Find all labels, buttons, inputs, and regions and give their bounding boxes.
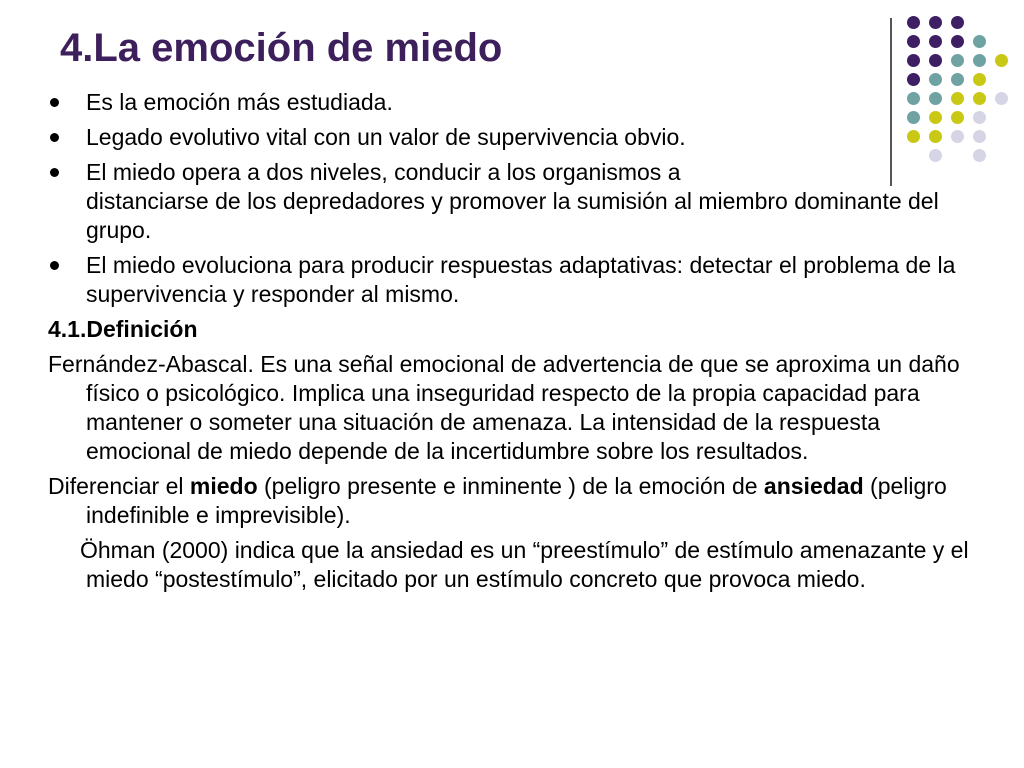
bullet-text: El miedo evoluciona para producir respuestas adaptativas: detectar el problema de la supervivencia y responder al mismo. <box>86 252 956 307</box>
bullet-dot-icon <box>50 133 59 142</box>
slide-title: 4.La emoción de miedo <box>60 26 503 70</box>
difference-paragraph <box>48 472 978 530</box>
ohman-paragraph: Öhman (2000) indica que la ansiedad es un “preestímulo” de estímulo amenazante y el miedo “postestímulo”, elicitado por un estímulo concreto que provoca miedo. <box>80 537 969 592</box>
decor-dot <box>995 54 1008 67</box>
decor-dot <box>907 35 920 48</box>
term-ansiedad: ansiedad <box>763 473 864 499</box>
decor-dot <box>929 54 942 67</box>
bullet-dot-icon <box>50 261 59 270</box>
decor-dot <box>973 35 986 48</box>
decor-dot <box>929 35 942 48</box>
decor-dot <box>951 35 964 48</box>
bullet-text: Legado evolutivo vital con un valor de supervivencia obvio. <box>86 124 686 150</box>
section-heading: 4.1.Definición <box>48 316 198 342</box>
decor-dot <box>973 73 986 86</box>
diff-suffix: (peligro indefinible e imprevisible). <box>86 473 947 528</box>
decor-dot <box>973 54 986 67</box>
decor-dot <box>951 16 964 29</box>
bullet-text: Es la emoción más estudiada. <box>86 89 393 115</box>
diff-middle: (peligro presente e inminente ) de la emoción de <box>257 473 764 499</box>
bullet-dot-icon <box>50 98 59 107</box>
decor-dot <box>907 54 920 67</box>
decor-dot <box>951 73 964 86</box>
bullet-item <box>48 88 978 117</box>
bullet-list <box>48 88 978 309</box>
decor-dot <box>907 16 920 29</box>
term-miedo: miedo <box>189 473 258 499</box>
diff-prefix: Diferenciar el <box>48 473 190 499</box>
decor-dot <box>929 73 942 86</box>
bullet-dot-icon <box>50 168 59 177</box>
bullet-item <box>48 158 978 245</box>
decor-dot <box>907 73 920 86</box>
decor-dot <box>929 16 942 29</box>
bullet-text: El miedo opera a dos niveles, conducir a los organismos a <box>86 159 681 185</box>
bullet-item <box>48 251 978 309</box>
slide-body <box>48 88 978 600</box>
decor-dot <box>995 92 1008 105</box>
decor-dot <box>951 54 964 67</box>
bullet-item <box>48 123 978 152</box>
bullet-text-continuation: distanciarse de los depredadores y promover la sumisión al miembro dominante del grupo. <box>86 188 939 243</box>
definition-paragraph: Fernández-Abascal. Es una señal emocional de advertencia de que se aproxima un daño físico o psicológico. Implica una inseguridad respecto de la propia capacidad para mantener o someter una situación de amenaza. La intensidad de la respuesta emocional de miedo depende de la incertidumbre sobre los resultados. <box>48 351 960 464</box>
